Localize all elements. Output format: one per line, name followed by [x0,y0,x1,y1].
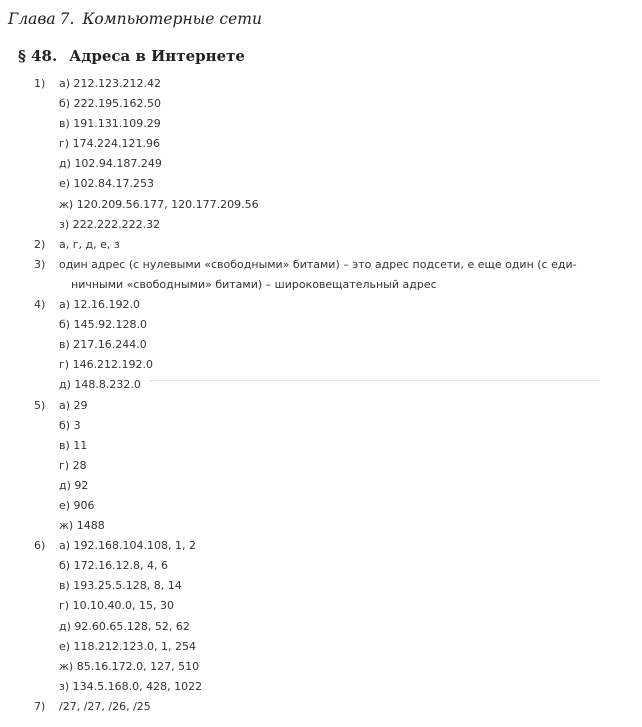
answer-line: ничными «свободными» битами) – широковещательный адрес [71,277,437,291]
answer-line: а) 192.168.104.108, 1, 2 [59,539,196,553]
answer-row [0,677,642,697]
answer-line: з) 222.222.222.32 [59,217,161,231]
answer-number: 3) [34,257,46,271]
chapter-heading [8,10,262,28]
answer-line: один адрес (с нулевыми «свободными» битами) – это адрес подсети, е еще один (с еди- [59,257,577,271]
answer-row [0,174,642,194]
answer-row [0,275,642,295]
answer-line: б) 222.195.162.50 [59,97,162,111]
answer-number: 7) [34,699,46,713]
answer-row [0,436,642,456]
chapter-prefix: Глава [8,10,56,28]
answer-line: д) 92.60.65.128, 52, 62 [59,619,190,633]
answer-row [0,576,642,596]
answer-row [0,617,642,637]
answer-line: е) 102.84.17.253 [59,177,155,191]
answer-line: /27, /27, /26, /25 [59,699,151,713]
answer-line: б) 172.16.12.8, 4, 6 [59,559,169,573]
answer-line: б) 145.92.128.0 [59,318,148,332]
answer-row [0,657,642,677]
answer-row [0,396,642,416]
section-number: § 48. [18,47,58,65]
answer-line: а) 12.16.192.0 [59,298,141,312]
answer-row [0,637,642,657]
answer-row [0,134,642,154]
answer-row [0,596,642,616]
answer-row [0,235,642,255]
answer-row [0,335,642,355]
answer-row [0,697,642,717]
answer-line: г) 10.10.40.0, 15, 30 [59,599,175,613]
section-heading [18,47,245,65]
answer-number: 1) [34,77,46,90]
scan-specks [150,380,600,383]
answer-row [0,536,642,556]
answer-line: ж) 120.209.56.177, 120.177.209.56 [59,197,259,211]
answer-line: г) 146.212.192.0 [59,358,154,372]
answer-line: д) 148.8.232.0 [59,378,141,392]
answers-list [0,74,642,717]
answer-line: в) 193.25.5.128, 8, 14 [59,579,182,593]
answer-row [0,295,642,315]
answer-row [0,375,642,395]
answer-line: г) 28 [59,458,87,472]
answer-number: 2) [34,237,46,251]
answer-line: д) 102.94.187.249 [59,157,162,171]
answer-row [0,456,642,476]
answer-line: ж) 85.16.172.0, 127, 510 [59,659,200,673]
section-title: Адреса в Интернете [69,47,245,65]
answer-row [0,195,642,215]
answer-row [0,476,642,496]
answer-line: а) 29 [59,398,88,412]
answer-line: в) 191.131.109.29 [59,117,161,131]
answer-row [0,416,642,436]
answer-line: е) 118.212.123.0, 1, 254 [59,639,197,653]
answer-row [0,154,642,174]
answer-line: а, г, д, е, з [59,237,120,251]
chapter-title: Компьютерные сети [82,10,262,28]
answer-row [0,516,642,536]
chapter-number: 7. [59,10,75,28]
answer-line: ж) 1488 [59,519,105,533]
answer-row [0,215,642,235]
answer-line: в) 11 [59,438,88,452]
answer-row [0,496,642,516]
answer-line: е) 906 [59,498,95,512]
answer-row [0,255,642,275]
answer-line: а) 212.123.212.42 [59,77,162,90]
answer-line: г) 174.224.121.96 [59,137,161,151]
answer-number: 5) [34,398,46,412]
answer-line: в) 217.16.244.0 [59,338,147,352]
answer-row [0,556,642,576]
answer-row [0,315,642,335]
answer-number: 6) [34,539,46,553]
answer-number: 4) [34,298,46,312]
answer-row [0,114,642,134]
answer-row [0,74,642,94]
answer-row [0,355,642,375]
answer-line: д) 92 [59,478,89,492]
answer-line: б) 3 [59,418,81,432]
answer-row [0,94,642,114]
answer-line: з) 134.5.168.0, 428, 1022 [59,679,203,693]
